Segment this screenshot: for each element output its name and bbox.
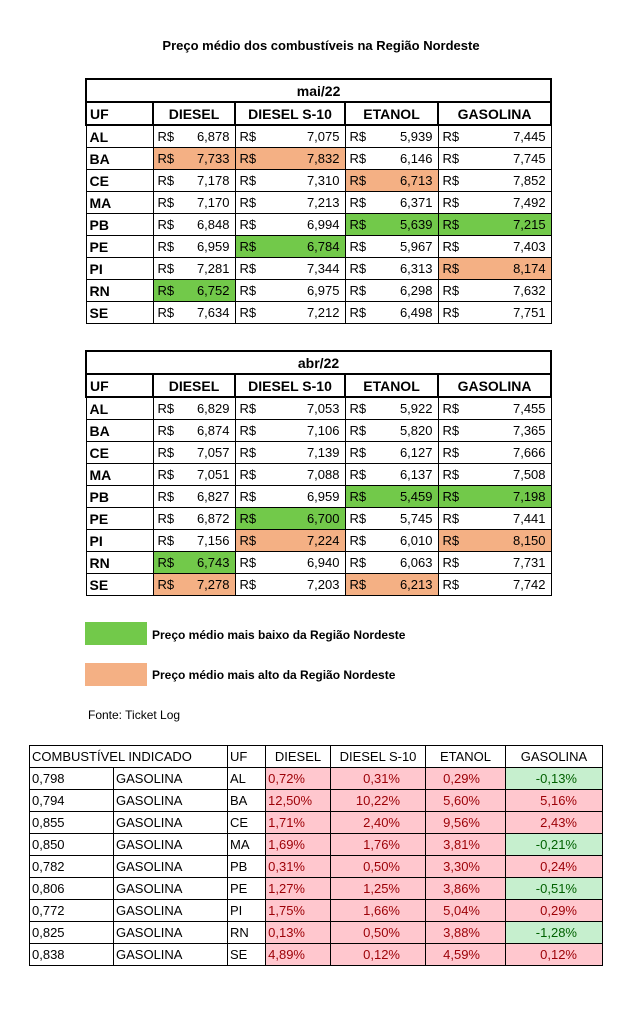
price-value: 6,874 — [178, 420, 235, 442]
currency-symbol: R$ — [345, 442, 370, 464]
comparison-header-row — [30, 746, 603, 768]
pct-gasolina-cell: 0,24% — [506, 856, 603, 878]
currency-symbol: R$ — [235, 574, 260, 596]
state-row-ma — [86, 192, 551, 214]
price-value: 6,975 — [260, 280, 345, 302]
currency-symbol: R$ — [153, 258, 178, 280]
legend-label-high: Preço médio mais alto da Região Nordeste — [152, 668, 396, 682]
legend-swatch-low — [85, 622, 147, 645]
comparison-row-pe — [30, 878, 603, 900]
currency-symbol: R$ — [438, 214, 463, 236]
currency-symbol: R$ — [345, 280, 370, 302]
currency-symbol: R$ — [438, 125, 463, 148]
page-title: Preço médio dos combustíveis na Região Nordeste — [162, 38, 480, 53]
price-value: 7,832 — [260, 148, 345, 170]
currency-symbol: R$ — [153, 574, 178, 596]
state-row-rn — [86, 552, 551, 574]
price-value: 6,146 — [370, 148, 438, 170]
state-row-ma — [86, 464, 551, 486]
period-header: abr/22 — [86, 351, 551, 374]
diesel-s10-header: DIESEL S-10 — [235, 374, 345, 397]
currency-symbol: R$ — [153, 530, 178, 552]
column-header-row — [86, 374, 551, 397]
price-value: 6,784 — [260, 236, 345, 258]
price-value: 7,365 — [463, 420, 551, 442]
uf-header: UF — [86, 374, 153, 397]
price-value: 6,010 — [370, 530, 438, 552]
column-header-row — [86, 102, 551, 125]
price-value: 6,994 — [260, 214, 345, 236]
currency-symbol: R$ — [235, 280, 260, 302]
pct-diesel-cell: 0,72% — [266, 768, 331, 790]
price-value: 6,213 — [370, 574, 438, 596]
price-value: 7,745 — [463, 148, 551, 170]
pct-gasolina-cell: 0,29% — [506, 900, 603, 922]
uf-cell: SE — [86, 574, 153, 596]
price-value: 7,742 — [463, 574, 551, 596]
price-value: 5,922 — [370, 397, 438, 420]
currency-symbol: R$ — [438, 530, 463, 552]
state-row-ce — [86, 170, 551, 192]
ratio-cell: 0,806 — [30, 878, 114, 900]
pct-s10-cell: 0,50% — [331, 922, 426, 944]
price-value: 7,156 — [178, 530, 235, 552]
pct-etanol-cell: 5,04% — [426, 900, 506, 922]
uf-cell: PB — [228, 856, 266, 878]
pct-diesel-cell: 0,13% — [266, 922, 331, 944]
price-value: 7,213 — [260, 192, 345, 214]
currency-symbol: R$ — [438, 442, 463, 464]
price-value: 6,700 — [260, 508, 345, 530]
pct-etanol-cell: 3,81% — [426, 834, 506, 856]
currency-symbol: R$ — [438, 397, 463, 420]
pct-s10-cell: 2,40% — [331, 812, 426, 834]
price-value: 6,878 — [178, 125, 235, 148]
currency-symbol: R$ — [345, 214, 370, 236]
price-value: 7,106 — [260, 420, 345, 442]
pct-etanol-cell: 3,30% — [426, 856, 506, 878]
price-value: 6,959 — [178, 236, 235, 258]
pct-etanol-cell: 0,29% — [426, 768, 506, 790]
price-value: 7,632 — [463, 280, 551, 302]
currency-symbol: R$ — [438, 508, 463, 530]
pct-gasolina-cell: -0,21% — [506, 834, 603, 856]
diesel-s10-header: DIESEL S-10 — [235, 102, 345, 125]
price-value: 5,745 — [370, 508, 438, 530]
indicated-fuel-cell: GASOLINA — [114, 878, 228, 900]
comparison-row-rn — [30, 922, 603, 944]
indicated-fuel-cell: GASOLINA — [114, 922, 228, 944]
price-value: 7,492 — [463, 192, 551, 214]
currency-symbol: R$ — [153, 214, 178, 236]
indicated-fuel-cell: GASOLINA — [114, 900, 228, 922]
pct-s10-cell: 1,76% — [331, 834, 426, 856]
pct-gasolina-cell: 5,16% — [506, 790, 603, 812]
cmp-header-fuel: COMBUSTÍVEL INDICADO — [30, 746, 228, 768]
currency-symbol: R$ — [438, 420, 463, 442]
cmp-header-etanol: ETANOL — [426, 746, 506, 768]
price-value: 8,174 — [463, 258, 551, 280]
uf-cell: AL — [86, 397, 153, 420]
pct-etanol-cell: 4,59% — [426, 944, 506, 966]
currency-symbol: R$ — [235, 170, 260, 192]
indicated-fuel-cell: GASOLINA — [114, 856, 228, 878]
price-value: 6,848 — [178, 214, 235, 236]
currency-symbol: R$ — [345, 236, 370, 258]
uf-cell: PE — [228, 878, 266, 900]
currency-symbol: R$ — [438, 574, 463, 596]
price-value: 6,713 — [370, 170, 438, 192]
gasolina-header: GASOLINA — [438, 374, 551, 397]
uf-cell: CE — [228, 812, 266, 834]
pct-gasolina-cell: -1,28% — [506, 922, 603, 944]
price-value: 7,088 — [260, 464, 345, 486]
price-value: 7,634 — [178, 302, 235, 324]
price-value: 7,403 — [463, 236, 551, 258]
price-value: 7,852 — [463, 170, 551, 192]
currency-symbol: R$ — [235, 125, 260, 148]
ratio-cell: 0,850 — [30, 834, 114, 856]
uf-cell: PB — [86, 214, 153, 236]
period-header: mai/22 — [86, 79, 551, 102]
currency-symbol: R$ — [345, 125, 370, 148]
currency-symbol: R$ — [345, 170, 370, 192]
pct-gasolina-cell: -0,13% — [506, 768, 603, 790]
currency-symbol: R$ — [235, 442, 260, 464]
currency-symbol: R$ — [345, 508, 370, 530]
price-value: 6,063 — [370, 552, 438, 574]
ratio-cell: 0,794 — [30, 790, 114, 812]
currency-symbol: R$ — [153, 280, 178, 302]
price-value: 7,344 — [260, 258, 345, 280]
currency-symbol: R$ — [438, 280, 463, 302]
legend-label-low: Preço médio mais baixo da Região Nordeste — [152, 628, 406, 642]
currency-symbol: R$ — [153, 397, 178, 420]
pct-diesel-cell: 4,89% — [266, 944, 331, 966]
price-value: 7,281 — [178, 258, 235, 280]
currency-symbol: R$ — [345, 486, 370, 508]
state-row-rn — [86, 280, 551, 302]
pct-diesel-cell: 1,75% — [266, 900, 331, 922]
price-value: 6,498 — [370, 302, 438, 324]
uf-cell: RN — [86, 552, 153, 574]
diesel-header: DIESEL — [153, 102, 235, 125]
currency-symbol: R$ — [438, 258, 463, 280]
uf-cell: PE — [86, 508, 153, 530]
price-value: 7,224 — [260, 530, 345, 552]
currency-symbol: R$ — [235, 214, 260, 236]
currency-symbol: R$ — [438, 236, 463, 258]
price-value: 7,203 — [260, 574, 345, 596]
currency-symbol: R$ — [235, 552, 260, 574]
uf-cell: BA — [86, 148, 153, 170]
currency-symbol: R$ — [345, 420, 370, 442]
price-value: 5,939 — [370, 125, 438, 148]
price-value: 5,459 — [370, 486, 438, 508]
currency-symbol: R$ — [153, 486, 178, 508]
uf-cell: PI — [228, 900, 266, 922]
currency-symbol: R$ — [438, 170, 463, 192]
uf-cell: PI — [86, 258, 153, 280]
currency-symbol: R$ — [345, 574, 370, 596]
currency-symbol: R$ — [235, 236, 260, 258]
currency-symbol: R$ — [345, 530, 370, 552]
uf-cell: PB — [86, 486, 153, 508]
price-value: 7,508 — [463, 464, 551, 486]
uf-cell: RN — [228, 922, 266, 944]
legend-swatch-high — [85, 663, 147, 686]
price-value: 6,959 — [260, 486, 345, 508]
price-value: 7,278 — [178, 574, 235, 596]
pct-etanol-cell: 5,60% — [426, 790, 506, 812]
currency-symbol: R$ — [345, 397, 370, 420]
pct-etanol-cell: 3,88% — [426, 922, 506, 944]
indicated-fuel-cell: GASOLINA — [114, 944, 228, 966]
pct-etanol-cell: 3,86% — [426, 878, 506, 900]
price-value: 7,212 — [260, 302, 345, 324]
state-row-se — [86, 302, 551, 324]
currency-symbol: R$ — [235, 486, 260, 508]
cmp-header-uf: UF — [228, 746, 266, 768]
pct-diesel-cell: 12,50% — [266, 790, 331, 812]
state-row-ce — [86, 442, 551, 464]
price-value: 6,137 — [370, 464, 438, 486]
state-row-pe — [86, 236, 551, 258]
pct-s10-cell: 1,25% — [331, 878, 426, 900]
price-value: 7,215 — [463, 214, 551, 236]
currency-symbol: R$ — [235, 420, 260, 442]
price-value: 7,051 — [178, 464, 235, 486]
comparison-row-ce — [30, 812, 603, 834]
pct-s10-cell: 0,31% — [331, 768, 426, 790]
currency-symbol: R$ — [153, 192, 178, 214]
price-value: 7,139 — [260, 442, 345, 464]
price-value: 6,371 — [370, 192, 438, 214]
currency-symbol: R$ — [153, 125, 178, 148]
comparison-table — [29, 745, 603, 966]
currency-symbol: R$ — [153, 464, 178, 486]
price-value: 7,170 — [178, 192, 235, 214]
price-value: 6,827 — [178, 486, 235, 508]
indicated-fuel-cell: GASOLINA — [114, 812, 228, 834]
price-value: 6,313 — [370, 258, 438, 280]
currency-symbol: R$ — [438, 148, 463, 170]
currency-symbol: R$ — [345, 148, 370, 170]
pct-gasolina-cell: 0,12% — [506, 944, 603, 966]
currency-symbol: R$ — [153, 148, 178, 170]
price-value: 7,731 — [463, 552, 551, 574]
price-value: 7,057 — [178, 442, 235, 464]
uf-cell: SE — [86, 302, 153, 324]
price-value: 7,751 — [463, 302, 551, 324]
uf-cell: BA — [86, 420, 153, 442]
price-value: 5,967 — [370, 236, 438, 258]
currency-symbol: R$ — [153, 236, 178, 258]
uf-cell: PE — [86, 236, 153, 258]
price-value: 7,198 — [463, 486, 551, 508]
indicated-fuel-cell: GASOLINA — [114, 768, 228, 790]
pct-s10-cell: 10,22% — [331, 790, 426, 812]
pct-diesel-cell: 1,69% — [266, 834, 331, 856]
price-value: 6,872 — [178, 508, 235, 530]
state-row-pe — [86, 508, 551, 530]
currency-symbol: R$ — [438, 192, 463, 214]
state-row-ba — [86, 148, 551, 170]
pct-s10-cell: 1,66% — [331, 900, 426, 922]
state-row-pb — [86, 214, 551, 236]
currency-symbol: R$ — [345, 258, 370, 280]
uf-cell: CE — [86, 442, 153, 464]
cmp-header-diesel-s10: DIESEL S-10 — [331, 746, 426, 768]
ratio-cell: 0,782 — [30, 856, 114, 878]
uf-cell: CE — [86, 170, 153, 192]
uf-cell: MA — [228, 834, 266, 856]
price-value: 6,127 — [370, 442, 438, 464]
currency-symbol: R$ — [345, 552, 370, 574]
indicated-fuel-cell: GASOLINA — [114, 790, 228, 812]
price-value: 7,053 — [260, 397, 345, 420]
state-row-al — [86, 125, 551, 148]
etanol-header: ETANOL — [345, 374, 438, 397]
uf-header: UF — [86, 102, 153, 125]
gasolina-header: GASOLINA — [438, 102, 551, 125]
currency-symbol: R$ — [438, 552, 463, 574]
currency-symbol: R$ — [235, 302, 260, 324]
currency-symbol: R$ — [153, 508, 178, 530]
uf-cell: AL — [228, 768, 266, 790]
currency-symbol: R$ — [235, 148, 260, 170]
currency-symbol: R$ — [153, 302, 178, 324]
pct-diesel-cell: 0,31% — [266, 856, 331, 878]
pct-diesel-cell: 1,71% — [266, 812, 331, 834]
currency-symbol: R$ — [438, 464, 463, 486]
pct-diesel-cell: 1,27% — [266, 878, 331, 900]
etanol-header: ETANOL — [345, 102, 438, 125]
comparison-row-pb — [30, 856, 603, 878]
currency-symbol: R$ — [438, 302, 463, 324]
price-value: 8,150 — [463, 530, 551, 552]
currency-symbol: R$ — [438, 486, 463, 508]
price-value: 7,178 — [178, 170, 235, 192]
price-value: 7,310 — [260, 170, 345, 192]
state-row-pi — [86, 530, 551, 552]
price-value: 5,820 — [370, 420, 438, 442]
state-row-pi — [86, 258, 551, 280]
pct-gasolina-cell: -0,51% — [506, 878, 603, 900]
currency-symbol: R$ — [235, 397, 260, 420]
uf-cell: AL — [86, 125, 153, 148]
price-value: 7,455 — [463, 397, 551, 420]
pct-s10-cell: 0,12% — [331, 944, 426, 966]
price-value: 7,441 — [463, 508, 551, 530]
price-value: 7,445 — [463, 125, 551, 148]
currency-symbol: R$ — [345, 464, 370, 486]
ratio-cell: 0,825 — [30, 922, 114, 944]
currency-symbol: R$ — [345, 302, 370, 324]
currency-symbol: R$ — [345, 192, 370, 214]
ratio-cell: 0,838 — [30, 944, 114, 966]
price-value: 5,639 — [370, 214, 438, 236]
uf-cell: SE — [228, 944, 266, 966]
ratio-cell: 0,798 — [30, 768, 114, 790]
price-value: 6,298 — [370, 280, 438, 302]
price-value: 6,743 — [178, 552, 235, 574]
state-row-pb — [86, 486, 551, 508]
price-value: 6,940 — [260, 552, 345, 574]
diesel-header: DIESEL — [153, 374, 235, 397]
ratio-cell: 0,855 — [30, 812, 114, 834]
price-table-abr22 — [85, 350, 552, 596]
pct-etanol-cell: 9,56% — [426, 812, 506, 834]
pct-s10-cell: 0,50% — [331, 856, 426, 878]
currency-symbol: R$ — [153, 442, 178, 464]
indicated-fuel-cell: GASOLINA — [114, 834, 228, 856]
comparison-row-se — [30, 944, 603, 966]
pct-gasolina-cell: 2,43% — [506, 812, 603, 834]
price-value: 6,752 — [178, 280, 235, 302]
price-value: 7,733 — [178, 148, 235, 170]
comparison-row-ma — [30, 834, 603, 856]
currency-symbol: R$ — [153, 420, 178, 442]
source-note: Fonte: Ticket Log — [88, 708, 181, 722]
currency-symbol: R$ — [153, 552, 178, 574]
uf-cell: MA — [86, 192, 153, 214]
comparison-row-pi — [30, 900, 603, 922]
currency-symbol: R$ — [235, 464, 260, 486]
uf-cell: MA — [86, 464, 153, 486]
currency-symbol: R$ — [235, 508, 260, 530]
price-value: 7,075 — [260, 125, 345, 148]
currency-symbol: R$ — [235, 258, 260, 280]
cmp-header-gasolina: GASOLINA — [506, 746, 603, 768]
state-row-al — [86, 397, 551, 420]
currency-symbol: R$ — [153, 170, 178, 192]
price-table-mai22 — [85, 78, 552, 324]
uf-cell: BA — [228, 790, 266, 812]
currency-symbol: R$ — [235, 530, 260, 552]
uf-cell: RN — [86, 280, 153, 302]
ratio-cell: 0,772 — [30, 900, 114, 922]
state-row-ba — [86, 420, 551, 442]
cmp-header-diesel: DIESEL — [266, 746, 331, 768]
price-value: 7,666 — [463, 442, 551, 464]
price-value: 6,829 — [178, 397, 235, 420]
currency-symbol: R$ — [235, 192, 260, 214]
state-row-se — [86, 574, 551, 596]
comparison-row-ba — [30, 790, 603, 812]
uf-cell: PI — [86, 530, 153, 552]
comparison-row-al — [30, 768, 603, 790]
